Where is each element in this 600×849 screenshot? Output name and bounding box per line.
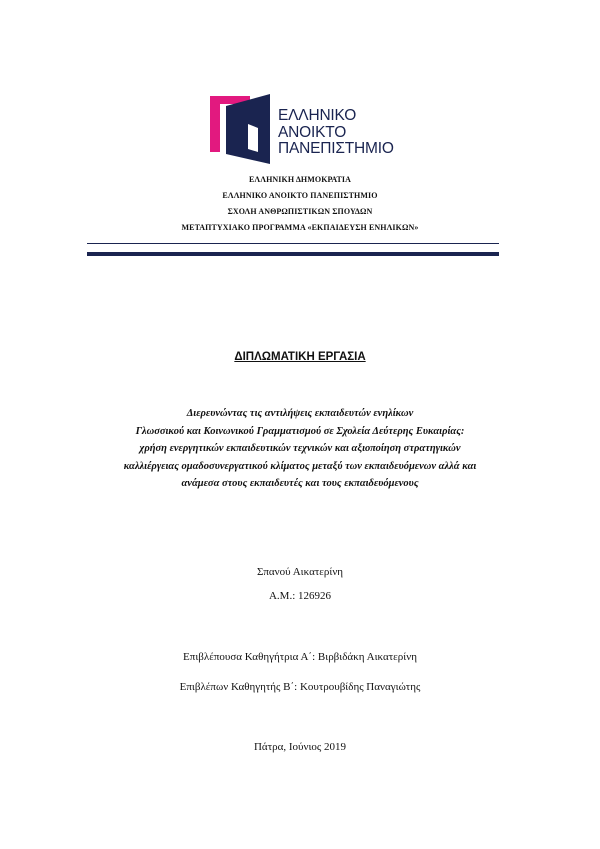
institution-line: ΜΕΤΑΠΤΥΧΙΑΚΟ ΠΡΟΓΡΑΜΜΑ «ΕΚΠΑΙΔΕΥΣΗ ΕΝΗΛΙΚΩΝ» bbox=[181, 223, 419, 232]
logo-wordmark bbox=[278, 108, 394, 158]
title-line: καλλιέργειας ομαδοσυνεργατικού κλίματος μεταξύ των εκπαιδευόμενων αλλά και bbox=[123, 460, 477, 472]
supervisor-a: Επιβλέπουσα Καθηγήτρια Α΄: Βιρβιδάκη Αικατερίνη bbox=[183, 651, 417, 663]
title-line: ανάμεσα στους εκπαιδευτές και τους εκπαιδευόμενους bbox=[181, 478, 419, 489]
title-line: Γλωσσικού και Κοινωνικού Γραμματισμού σε Σχολεία Δεύτερης Ευκαιρίας: bbox=[135, 425, 465, 437]
logo-line: ΠΑΝΕΠΙΣΤΗΜΙΟ bbox=[278, 140, 394, 157]
student-id: Α.Μ.: 126926 bbox=[268, 590, 332, 602]
institution-line: ΣΧΟΛΗ ΑΝΘΡΩΠΙΣΤΙΚΩΝ ΣΠΟΥΔΩΝ bbox=[227, 207, 373, 216]
place-date: Πάτρα, Ιούνιος 2019 bbox=[253, 741, 347, 753]
document-type-heading: ΔΙΠΛΩΜΑΤΙΚΗ ΕΡΓΑΣΙΑ bbox=[234, 351, 366, 363]
title-line: Διερευνώντας τις αντιλήψεις εκπαιδευτών ενηλίκων bbox=[186, 408, 414, 419]
author-name: Σπανού Αικατερίνη bbox=[256, 566, 344, 578]
institution-header bbox=[0, 172, 600, 236]
title-line: χρήση ενεργητικών εκπαιδευτικών τεχνικών και αξιοποίηση στρατηγικών bbox=[139, 443, 461, 454]
header-divider-thin bbox=[87, 243, 499, 244]
university-logo bbox=[208, 92, 398, 168]
header-divider-thick bbox=[87, 252, 499, 256]
university-emblem-icon bbox=[208, 92, 272, 166]
supervisor-b: Επιβλέπων Καθηγητής Β΄: Κουτρουβίδης Παναγιώτης bbox=[179, 681, 421, 693]
institution-line: ΕΛΛΗΝΙΚΟ ΑΝΟΙΚΤΟ ΠΑΝΕΠΙΣΤΗΜΙΟ bbox=[222, 191, 378, 200]
institution-line: ΕΛΛΗΝΙΚΗ ΔΗΜΟΚΡΑΤΙΑ bbox=[249, 175, 351, 184]
emblem-white-notch bbox=[248, 124, 258, 152]
logo-line: ΑΝΟΙΚΤΟ bbox=[278, 123, 347, 141]
logo-line: ΕΛΛΗΝΙΚΟ bbox=[278, 107, 357, 124]
thesis-title bbox=[60, 405, 540, 493]
